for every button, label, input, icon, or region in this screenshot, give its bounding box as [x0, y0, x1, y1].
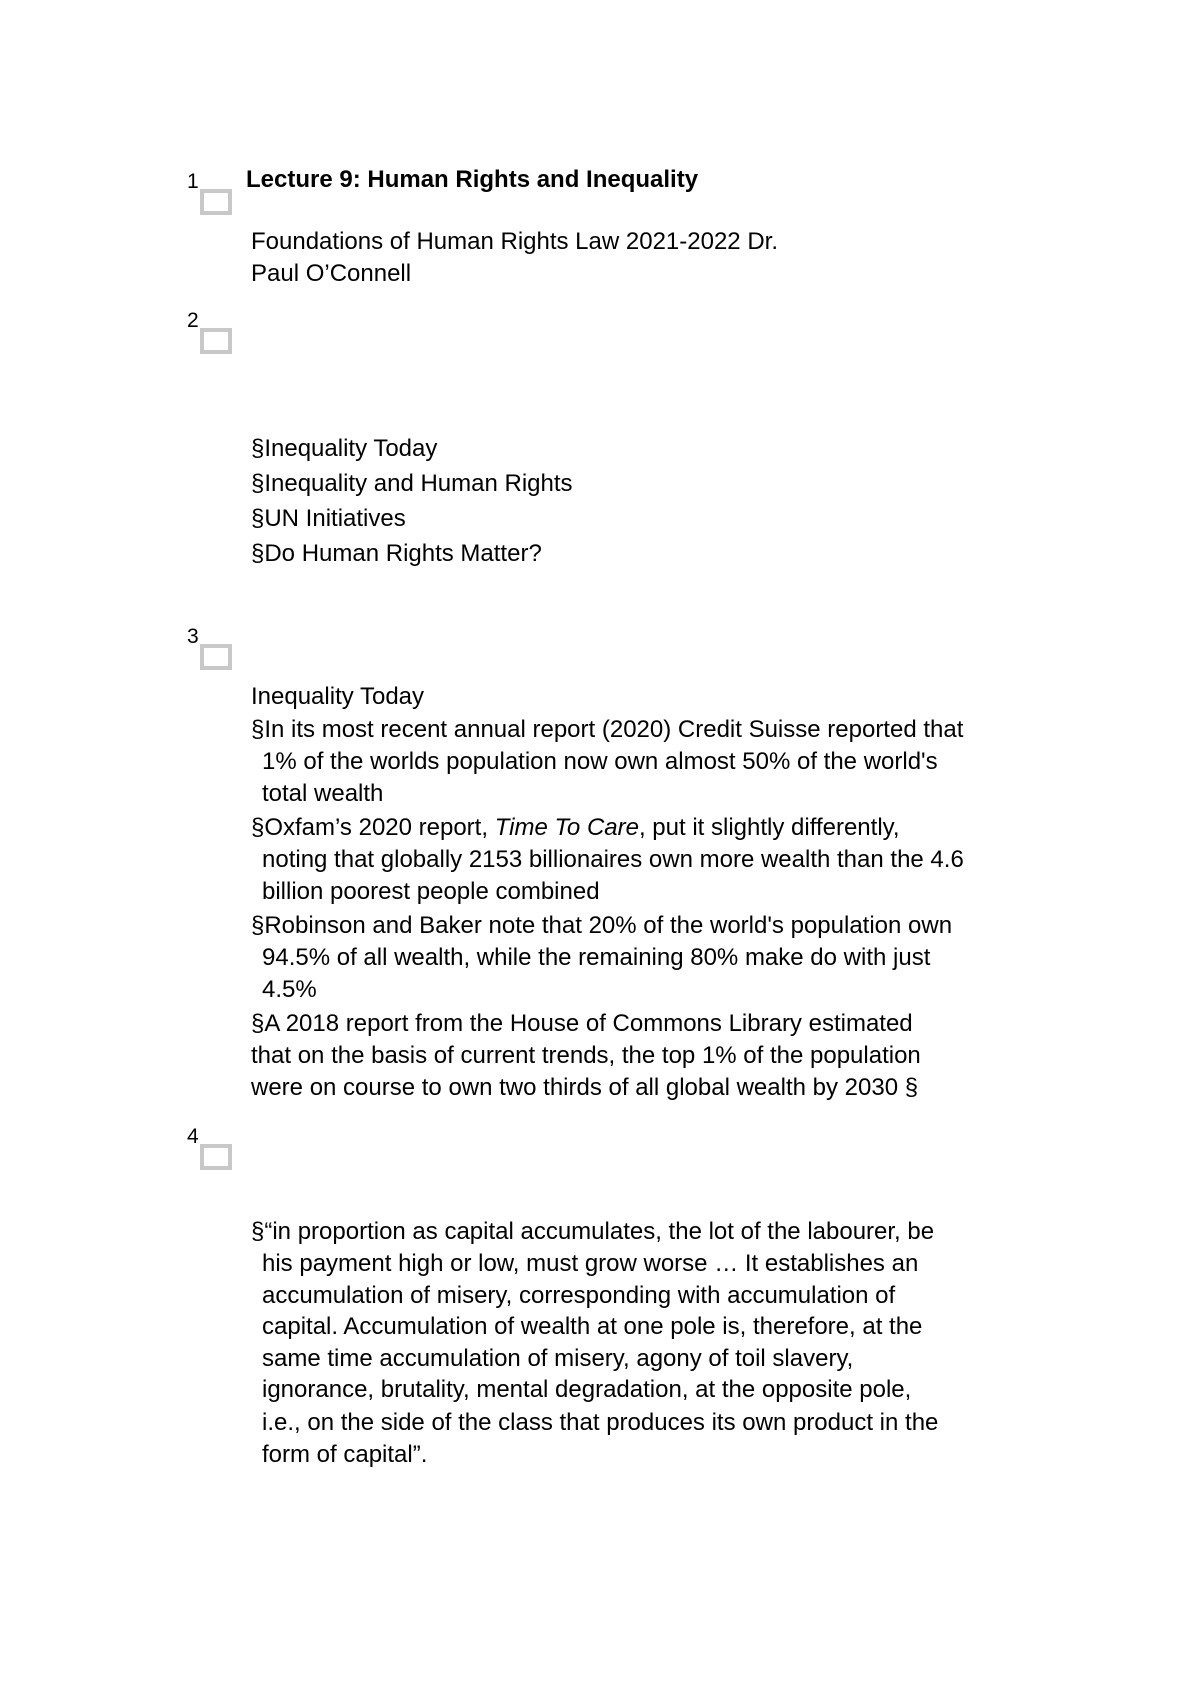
slide-number: 3	[187, 625, 199, 648]
text-line: billion poorest people combined	[262, 878, 600, 905]
text-segment: , put it slightly differently,	[638, 814, 900, 841]
slide-number: 1	[187, 170, 199, 193]
bullet-item: §Inequality Today	[251, 435, 438, 462]
text-line: noting that globally 2153 billionaires own more wealth than the 4.6	[262, 846, 964, 873]
slide-number: 4	[187, 1125, 199, 1148]
section-heading: Inequality Today	[251, 683, 425, 710]
quote-line: accumulation of misery, corresponding with accumulation of	[262, 1282, 896, 1309]
text-line: Foundations of Human Rights Law 2021-2022 Dr.	[251, 228, 778, 255]
quote-line: his payment high or low, must grow worse … It establishes an	[262, 1250, 919, 1277]
slide-thumbnail-icon	[200, 328, 232, 354]
oxfam-line	[251, 816, 900, 840]
text-line: §Robinson and Baker note that 20% of the world's population own	[251, 912, 953, 939]
text-line: §A 2018 report from the House of Commons Library estimated	[251, 1010, 913, 1037]
quote-line: i.e., on the side of the class that produces its own product in the	[262, 1409, 939, 1436]
bullet-item: §Do Human Rights Matter?	[251, 540, 542, 567]
lecture-title: Lecture 9: Human Rights and Inequality	[246, 166, 699, 193]
text-line: were on course to own two thirds of all global wealth by 2030 §	[251, 1074, 919, 1101]
text-line: that on the basis of current trends, the top 1% of the population	[251, 1042, 921, 1069]
quote-line: §“in proportion as capital accumulates, the lot of the labourer, be	[251, 1218, 935, 1245]
text-line: 1% of the worlds population now own almost 50% of the world's	[262, 748, 938, 775]
slide-thumbnail-icon	[200, 1144, 232, 1170]
text-line: total wealth	[262, 780, 384, 807]
quote-line: ignorance, brutality, mental degradation, at the opposite pole,	[262, 1376, 912, 1403]
report-title: Time To Care	[494, 814, 639, 841]
text-line: 4.5%	[262, 976, 317, 1003]
slide-number: 2	[187, 309, 199, 332]
slide-thumbnail-icon	[200, 189, 232, 215]
bullet-item: §UN Initiatives	[251, 505, 406, 532]
slide-thumbnail-icon	[200, 644, 232, 670]
quote-line: capital. Accumulation of wealth at one pole is, therefore, at the	[262, 1313, 923, 1340]
text-line: 94.5% of all wealth, while the remaining 80% make do with just	[262, 944, 931, 971]
text-segment: §Oxfam’s 2020 report,	[251, 814, 495, 841]
text-line: §In its most recent annual report (2020) Credit Suisse reported that	[251, 716, 964, 743]
text-line: Paul O’Connell	[251, 260, 412, 287]
quote-line: form of capital”.	[262, 1441, 428, 1468]
bullet-item: §Inequality and Human Rights	[251, 470, 573, 497]
quote-line: same time accumulation of misery, agony of toil slavery,	[262, 1345, 854, 1372]
